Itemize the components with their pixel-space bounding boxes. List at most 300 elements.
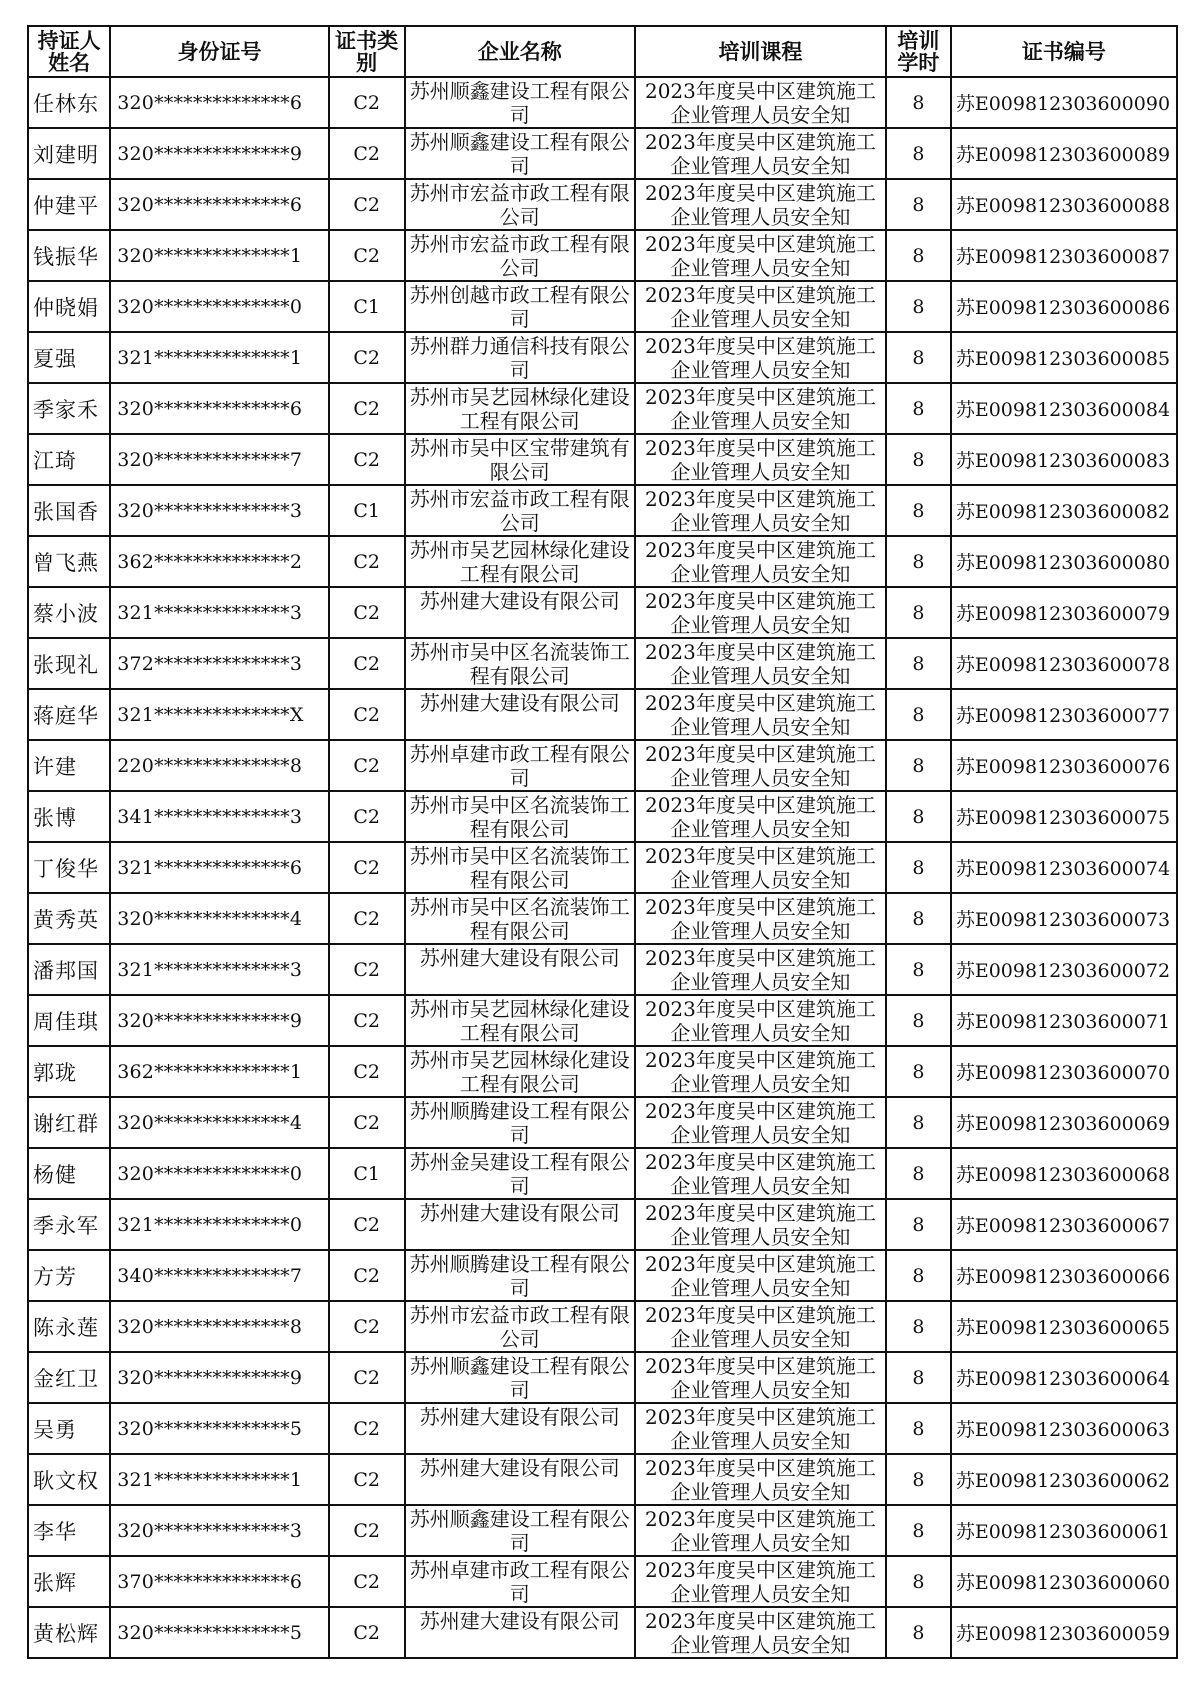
holder-name-cell: 季家禾 bbox=[28, 383, 110, 434]
course-name: 2023年度吴中区建筑施工企业管理人员安全知 bbox=[644, 1558, 876, 1606]
cert-number-cell: 苏E009812303600086 bbox=[951, 281, 1177, 332]
training-hours-cell: 8 bbox=[886, 77, 951, 128]
company-name-cell bbox=[405, 128, 635, 179]
table-row bbox=[28, 485, 1177, 536]
table-row bbox=[28, 587, 1177, 638]
id-number-cell: 362**************1 bbox=[110, 1046, 329, 1097]
course-name-cell bbox=[635, 1046, 886, 1097]
course-name-cell bbox=[635, 1556, 886, 1607]
training-hours-cell: 8 bbox=[886, 995, 951, 1046]
table-row bbox=[28, 1403, 1177, 1454]
course-name-cell bbox=[635, 1505, 886, 1556]
course-name-cell bbox=[635, 536, 886, 587]
table-row bbox=[28, 1250, 1177, 1301]
holder-name-cell: 黄秀英 bbox=[28, 893, 110, 944]
id-number-cell: 321**************3 bbox=[110, 587, 329, 638]
company-name: 苏州市吴艺园林绿化建设工程有限公司 bbox=[409, 997, 630, 1045]
table-row bbox=[28, 791, 1177, 842]
company-name-cell bbox=[405, 179, 635, 230]
course-name-cell bbox=[635, 1250, 886, 1301]
course-name: 2023年度吴中区建筑施工企业管理人员安全知 bbox=[644, 691, 876, 739]
holder-name-cell: 江琦 bbox=[28, 434, 110, 485]
id-number-cell: 320**************4 bbox=[110, 893, 329, 944]
course-name: 2023年度吴中区建筑施工企业管理人员安全知 bbox=[644, 1354, 876, 1402]
company-name: 苏州创越市政工程有限公司 bbox=[409, 283, 630, 331]
cert-category-cell: C2 bbox=[329, 791, 405, 842]
company-name: 苏州市吴艺园林绿化建设工程有限公司 bbox=[409, 385, 630, 433]
company-name-cell bbox=[405, 1148, 635, 1199]
course-name-cell bbox=[635, 1352, 886, 1403]
cert-number-cell: 苏E009812303600087 bbox=[951, 230, 1177, 281]
company-name: 苏州建大建设有限公司 bbox=[419, 691, 620, 715]
training-hours-cell: 8 bbox=[886, 1403, 951, 1454]
company-name: 苏州顺鑫建设工程有限公司 bbox=[409, 1354, 630, 1402]
id-number-cell: 341**************3 bbox=[110, 791, 329, 842]
table-row bbox=[28, 1199, 1177, 1250]
id-number-cell: 220**************8 bbox=[110, 740, 329, 791]
course-name: 2023年度吴中区建筑施工企业管理人员安全知 bbox=[644, 385, 876, 433]
course-name: 2023年度吴中区建筑施工企业管理人员安全知 bbox=[644, 1456, 876, 1504]
training-hours-cell: 8 bbox=[886, 791, 951, 842]
holder-name-cell: 许建 bbox=[28, 740, 110, 791]
id-number-cell: 320**************3 bbox=[110, 485, 329, 536]
course-name-cell bbox=[635, 230, 886, 281]
id-number-cell: 320**************4 bbox=[110, 1097, 329, 1148]
holder-name-cell: 仲晓娟 bbox=[28, 281, 110, 332]
cert-number-cell: 苏E009812303600089 bbox=[951, 128, 1177, 179]
cert-number-cell: 苏E009812303600065 bbox=[951, 1301, 1177, 1352]
cert-category-cell: C2 bbox=[329, 536, 405, 587]
training-hours-cell: 8 bbox=[886, 1454, 951, 1505]
cert-number-cell: 苏E009812303600082 bbox=[951, 485, 1177, 536]
header-cert-no: 证书编号 bbox=[951, 26, 1177, 77]
holder-name-cell: 季永军 bbox=[28, 1199, 110, 1250]
course-name: 2023年度吴中区建筑施工企业管理人员安全知 bbox=[644, 538, 876, 586]
header-id: 身份证号 bbox=[110, 26, 329, 77]
table-row bbox=[28, 281, 1177, 332]
id-number-cell: 321**************1 bbox=[110, 1454, 329, 1505]
company-name-cell bbox=[405, 1301, 635, 1352]
company-name: 苏州建大建设有限公司 bbox=[419, 1201, 620, 1225]
id-number-cell: 320**************1 bbox=[110, 230, 329, 281]
holder-name-cell: 仲建平 bbox=[28, 179, 110, 230]
company-name-cell bbox=[405, 1097, 635, 1148]
cert-category-cell: C2 bbox=[329, 1556, 405, 1607]
cert-category-cell: C1 bbox=[329, 1148, 405, 1199]
company-name: 苏州市宏益市政工程有限公司 bbox=[409, 1303, 630, 1351]
table-row bbox=[28, 1352, 1177, 1403]
company-name: 苏州市吴艺园林绿化建设工程有限公司 bbox=[409, 1048, 630, 1096]
table-row bbox=[28, 332, 1177, 383]
table-row bbox=[28, 434, 1177, 485]
company-name-cell bbox=[405, 842, 635, 893]
company-name: 苏州建大建设有限公司 bbox=[419, 1609, 620, 1633]
id-number-cell: 320**************9 bbox=[110, 995, 329, 1046]
company-name: 苏州市吴中区名流装饰工程有限公司 bbox=[409, 844, 630, 892]
company-name-cell bbox=[405, 944, 635, 995]
cert-number-cell: 苏E009812303600090 bbox=[951, 77, 1177, 128]
company-name: 苏州顺鑫建设工程有限公司 bbox=[409, 79, 630, 127]
holder-name-cell: 张辉 bbox=[28, 1556, 110, 1607]
id-number-cell: 320**************3 bbox=[110, 1505, 329, 1556]
company-name-cell bbox=[405, 1250, 635, 1301]
course-name: 2023年度吴中区建筑施工企业管理人员安全知 bbox=[644, 742, 876, 790]
holder-name-cell: 蒋庭华 bbox=[28, 689, 110, 740]
header-row bbox=[28, 26, 1177, 77]
company-name: 苏州市吴中区宝带建筑有限公司 bbox=[409, 436, 630, 484]
cert-category-cell: C1 bbox=[329, 485, 405, 536]
company-name-cell bbox=[405, 1352, 635, 1403]
holder-name-cell: 任林东 bbox=[28, 77, 110, 128]
cert-number-cell: 苏E009812303600070 bbox=[951, 1046, 1177, 1097]
cert-category-cell: C2 bbox=[329, 434, 405, 485]
table-row bbox=[28, 1097, 1177, 1148]
course-name-cell bbox=[635, 485, 886, 536]
course-name: 2023年度吴中区建筑施工企业管理人员安全知 bbox=[644, 1252, 876, 1300]
holder-name-cell: 郭珑 bbox=[28, 1046, 110, 1097]
course-name: 2023年度吴中区建筑施工企业管理人员安全知 bbox=[644, 640, 876, 688]
table-row bbox=[28, 1148, 1177, 1199]
holder-name-cell: 刘建明 bbox=[28, 128, 110, 179]
cert-number-cell: 苏E009812303600073 bbox=[951, 893, 1177, 944]
course-name: 2023年度吴中区建筑施工企业管理人员安全知 bbox=[644, 946, 876, 994]
id-number-cell: 321**************6 bbox=[110, 842, 329, 893]
course-name: 2023年度吴中区建筑施工企业管理人员安全知 bbox=[644, 1099, 876, 1147]
company-name: 苏州建大建设有限公司 bbox=[419, 589, 620, 613]
id-number-cell: 320**************9 bbox=[110, 128, 329, 179]
table-row bbox=[28, 536, 1177, 587]
course-name: 2023年度吴中区建筑施工企业管理人员安全知 bbox=[644, 181, 876, 229]
training-hours-cell: 8 bbox=[886, 893, 951, 944]
id-number-cell: 320**************7 bbox=[110, 434, 329, 485]
company-name: 苏州卓建市政工程有限公司 bbox=[409, 742, 630, 790]
cert-category-cell: C2 bbox=[329, 893, 405, 944]
cert-category-cell: C2 bbox=[329, 740, 405, 791]
training-hours-cell: 8 bbox=[886, 383, 951, 434]
course-name-cell bbox=[635, 791, 886, 842]
course-name-cell bbox=[635, 1097, 886, 1148]
id-number-cell: 370**************6 bbox=[110, 1556, 329, 1607]
table-row bbox=[28, 230, 1177, 281]
course-name-cell bbox=[635, 1607, 886, 1658]
id-number-cell: 320**************6 bbox=[110, 77, 329, 128]
training-hours-cell: 8 bbox=[886, 332, 951, 383]
cert-category-cell: C2 bbox=[329, 587, 405, 638]
company-name: 苏州顺鑫建设工程有限公司 bbox=[409, 1507, 630, 1555]
cert-number-cell: 苏E009812303600064 bbox=[951, 1352, 1177, 1403]
cert-number-cell: 苏E009812303600077 bbox=[951, 689, 1177, 740]
table-row bbox=[28, 995, 1177, 1046]
id-number-cell: 320**************5 bbox=[110, 1403, 329, 1454]
company-name: 苏州市吴中区名流装饰工程有限公司 bbox=[409, 793, 630, 841]
training-hours-cell: 8 bbox=[886, 1352, 951, 1403]
cert-number-cell: 苏E009812303600060 bbox=[951, 1556, 1177, 1607]
course-name: 2023年度吴中区建筑施工企业管理人员安全知 bbox=[644, 1609, 876, 1657]
company-name-cell bbox=[405, 1403, 635, 1454]
id-number-cell: 320**************6 bbox=[110, 383, 329, 434]
holder-name-cell: 张现礼 bbox=[28, 638, 110, 689]
training-hours-cell: 8 bbox=[886, 230, 951, 281]
company-name: 苏州金吴建设工程有限公司 bbox=[409, 1150, 630, 1198]
cert-category-cell: C2 bbox=[329, 128, 405, 179]
company-name-cell bbox=[405, 791, 635, 842]
course-name-cell bbox=[635, 434, 886, 485]
cert-category-cell: C2 bbox=[329, 1199, 405, 1250]
id-number-cell: 372**************3 bbox=[110, 638, 329, 689]
company-name-cell bbox=[405, 689, 635, 740]
holder-name-cell: 金红卫 bbox=[28, 1352, 110, 1403]
company-name: 苏州卓建市政工程有限公司 bbox=[409, 1558, 630, 1606]
cert-category-cell: C2 bbox=[329, 1403, 405, 1454]
company-name: 苏州市宏益市政工程有限公司 bbox=[409, 181, 630, 229]
company-name-cell bbox=[405, 893, 635, 944]
id-number-cell: 320**************0 bbox=[110, 281, 329, 332]
course-name: 2023年度吴中区建筑施工企业管理人员安全知 bbox=[644, 1303, 876, 1351]
id-number-cell: 320**************0 bbox=[110, 1148, 329, 1199]
course-name-cell bbox=[635, 1403, 886, 1454]
training-hours-cell: 8 bbox=[886, 281, 951, 332]
company-name-cell bbox=[405, 740, 635, 791]
course-name-cell bbox=[635, 944, 886, 995]
cert-category-cell: C2 bbox=[329, 638, 405, 689]
cert-number-cell: 苏E009812303600069 bbox=[951, 1097, 1177, 1148]
course-name-cell bbox=[635, 77, 886, 128]
holder-name-cell: 蔡小波 bbox=[28, 587, 110, 638]
company-name: 苏州建大建设有限公司 bbox=[419, 1405, 620, 1429]
id-number-cell: 362**************2 bbox=[110, 536, 329, 587]
course-name-cell bbox=[635, 128, 886, 179]
table-row bbox=[28, 383, 1177, 434]
table-row bbox=[28, 1301, 1177, 1352]
holder-name-cell: 吴勇 bbox=[28, 1403, 110, 1454]
course-name-cell bbox=[635, 1454, 886, 1505]
course-name: 2023年度吴中区建筑施工企业管理人员安全知 bbox=[644, 1048, 876, 1096]
company-name-cell bbox=[405, 77, 635, 128]
cert-number-cell: 苏E009812303600076 bbox=[951, 740, 1177, 791]
company-name: 苏州群力通信科技有限公司 bbox=[409, 334, 630, 382]
course-name: 2023年度吴中区建筑施工企业管理人员安全知 bbox=[644, 487, 876, 535]
course-name-cell bbox=[635, 995, 886, 1046]
training-hours-cell: 8 bbox=[886, 1607, 951, 1658]
company-name-cell bbox=[405, 434, 635, 485]
company-name-cell bbox=[405, 332, 635, 383]
company-name: 苏州建大建设有限公司 bbox=[419, 1456, 620, 1480]
training-hours-cell: 8 bbox=[886, 1046, 951, 1097]
training-hours-cell: 8 bbox=[886, 842, 951, 893]
holder-name-cell: 方芳 bbox=[28, 1250, 110, 1301]
cert-category-cell: C2 bbox=[329, 842, 405, 893]
cert-category-cell: C2 bbox=[329, 1301, 405, 1352]
cert-category-cell: C2 bbox=[329, 1097, 405, 1148]
id-number-cell: 321**************0 bbox=[110, 1199, 329, 1250]
table-row bbox=[28, 1046, 1177, 1097]
cert-category-cell: C2 bbox=[329, 944, 405, 995]
cert-category-cell: C2 bbox=[329, 1250, 405, 1301]
company-name-cell bbox=[405, 536, 635, 587]
course-name-cell bbox=[635, 587, 886, 638]
training-hours-cell: 8 bbox=[886, 587, 951, 638]
table-body bbox=[28, 77, 1177, 1658]
course-name: 2023年度吴中区建筑施工企业管理人员安全知 bbox=[644, 79, 876, 127]
cert-number-cell: 苏E009812303600068 bbox=[951, 1148, 1177, 1199]
table-row bbox=[28, 1454, 1177, 1505]
company-name: 苏州市宏益市政工程有限公司 bbox=[409, 232, 630, 280]
training-hours-cell: 8 bbox=[886, 128, 951, 179]
course-name-cell bbox=[635, 689, 886, 740]
cert-category-cell: C2 bbox=[329, 230, 405, 281]
course-name-cell bbox=[635, 332, 886, 383]
holder-name-cell: 周佳琪 bbox=[28, 995, 110, 1046]
cert-category-cell: C2 bbox=[329, 689, 405, 740]
training-hours-cell: 8 bbox=[886, 485, 951, 536]
table-row bbox=[28, 689, 1177, 740]
table-row bbox=[28, 1505, 1177, 1556]
id-number-cell: 320**************9 bbox=[110, 1352, 329, 1403]
course-name-cell bbox=[635, 1301, 886, 1352]
training-hours-cell: 8 bbox=[886, 179, 951, 230]
company-name-cell bbox=[405, 1046, 635, 1097]
training-hours-cell: 8 bbox=[886, 536, 951, 587]
holder-name-cell: 潘邦国 bbox=[28, 944, 110, 995]
table-row bbox=[28, 842, 1177, 893]
company-name-cell bbox=[405, 281, 635, 332]
table-row bbox=[28, 944, 1177, 995]
cert-number-cell: 苏E009812303600067 bbox=[951, 1199, 1177, 1250]
training-hours-cell: 8 bbox=[886, 1505, 951, 1556]
company-name: 苏州顺鑫建设工程有限公司 bbox=[409, 130, 630, 178]
cert-number-cell: 苏E009812303600078 bbox=[951, 638, 1177, 689]
company-name-cell bbox=[405, 383, 635, 434]
holder-name-cell: 曾飞燕 bbox=[28, 536, 110, 587]
course-name: 2023年度吴中区建筑施工企业管理人员安全知 bbox=[644, 1507, 876, 1555]
cert-number-cell: 苏E009812303600059 bbox=[951, 1607, 1177, 1658]
cert-number-cell: 苏E009812303600072 bbox=[951, 944, 1177, 995]
training-hours-cell: 8 bbox=[886, 638, 951, 689]
holder-name-cell: 张博 bbox=[28, 791, 110, 842]
id-number-cell: 321**************3 bbox=[110, 944, 329, 995]
company-name-cell bbox=[405, 1454, 635, 1505]
course-name-cell bbox=[635, 638, 886, 689]
training-hours-cell: 8 bbox=[886, 434, 951, 485]
cert-category-cell: C2 bbox=[329, 995, 405, 1046]
course-name: 2023年度吴中区建筑施工企业管理人员安全知 bbox=[644, 589, 876, 637]
table-row bbox=[28, 128, 1177, 179]
table-row bbox=[28, 1556, 1177, 1607]
cert-number-cell: 苏E009812303600085 bbox=[951, 332, 1177, 383]
course-name-cell bbox=[635, 179, 886, 230]
training-hours-cell: 8 bbox=[886, 1250, 951, 1301]
cert-category-cell: C2 bbox=[329, 383, 405, 434]
table-row bbox=[28, 179, 1177, 230]
header-category: 证书类别 bbox=[329, 26, 405, 77]
cert-number-cell: 苏E009812303600062 bbox=[951, 1454, 1177, 1505]
header-hours: 培训学时 bbox=[886, 26, 951, 77]
cert-category-cell: C2 bbox=[329, 1607, 405, 1658]
course-name: 2023年度吴中区建筑施工企业管理人员安全知 bbox=[644, 1405, 876, 1453]
course-name: 2023年度吴中区建筑施工企业管理人员安全知 bbox=[644, 895, 876, 943]
holder-name-cell: 张国香 bbox=[28, 485, 110, 536]
cert-number-cell: 苏E009812303600074 bbox=[951, 842, 1177, 893]
training-hours-cell: 8 bbox=[886, 1301, 951, 1352]
holder-name-cell: 谢红群 bbox=[28, 1097, 110, 1148]
holder-name-cell: 杨健 bbox=[28, 1148, 110, 1199]
course-name-cell bbox=[635, 1199, 886, 1250]
company-name: 苏州市吴中区名流装饰工程有限公司 bbox=[409, 640, 630, 688]
company-name-cell bbox=[405, 638, 635, 689]
course-name-cell bbox=[635, 281, 886, 332]
company-name-cell bbox=[405, 485, 635, 536]
course-name: 2023年度吴中区建筑施工企业管理人员安全知 bbox=[644, 283, 876, 331]
training-hours-cell: 8 bbox=[886, 689, 951, 740]
table-row bbox=[28, 893, 1177, 944]
company-name-cell bbox=[405, 1556, 635, 1607]
course-name: 2023年度吴中区建筑施工企业管理人员安全知 bbox=[644, 436, 876, 484]
holder-name-cell: 丁俊华 bbox=[28, 842, 110, 893]
course-name: 2023年度吴中区建筑施工企业管理人员安全知 bbox=[644, 130, 876, 178]
table-row bbox=[28, 1607, 1177, 1658]
id-number-cell: 321**************X bbox=[110, 689, 329, 740]
id-number-cell: 320**************6 bbox=[110, 179, 329, 230]
training-hours-cell: 8 bbox=[886, 1199, 951, 1250]
course-name: 2023年度吴中区建筑施工企业管理人员安全知 bbox=[644, 232, 876, 280]
cert-number-cell: 苏E009812303600080 bbox=[951, 536, 1177, 587]
course-name: 2023年度吴中区建筑施工企业管理人员安全知 bbox=[644, 997, 876, 1045]
cert-number-cell: 苏E009812303600079 bbox=[951, 587, 1177, 638]
id-number-cell: 320**************8 bbox=[110, 1301, 329, 1352]
cert-number-cell: 苏E009812303600084 bbox=[951, 383, 1177, 434]
company-name: 苏州顺腾建设工程有限公司 bbox=[409, 1252, 630, 1300]
certificate-table bbox=[27, 25, 1178, 1659]
cert-category-cell: C2 bbox=[329, 179, 405, 230]
course-name: 2023年度吴中区建筑施工企业管理人员安全知 bbox=[644, 1150, 876, 1198]
holder-name-cell: 黄松辉 bbox=[28, 1607, 110, 1658]
cert-category-cell: C2 bbox=[329, 77, 405, 128]
company-name-cell bbox=[405, 995, 635, 1046]
table-row bbox=[28, 77, 1177, 128]
cert-category-cell: C2 bbox=[329, 1454, 405, 1505]
holder-name-cell: 李华 bbox=[28, 1505, 110, 1556]
company-name: 苏州市吴中区名流装饰工程有限公司 bbox=[409, 895, 630, 943]
header-company: 企业名称 bbox=[405, 26, 635, 77]
training-hours-cell: 8 bbox=[886, 740, 951, 791]
company-name: 苏州市吴艺园林绿化建设工程有限公司 bbox=[409, 538, 630, 586]
cert-category-cell: C2 bbox=[329, 1046, 405, 1097]
id-number-cell: 321**************1 bbox=[110, 332, 329, 383]
course-name-cell bbox=[635, 383, 886, 434]
training-hours-cell: 8 bbox=[886, 1556, 951, 1607]
course-name-cell bbox=[635, 893, 886, 944]
cert-category-cell: C1 bbox=[329, 281, 405, 332]
holder-name-cell: 耿文权 bbox=[28, 1454, 110, 1505]
training-hours-cell: 8 bbox=[886, 1148, 951, 1199]
company-name: 苏州顺腾建设工程有限公司 bbox=[409, 1099, 630, 1147]
id-number-cell: 320**************5 bbox=[110, 1607, 329, 1658]
course-name: 2023年度吴中区建筑施工企业管理人员安全知 bbox=[644, 793, 876, 841]
cert-number-cell: 苏E009812303600063 bbox=[951, 1403, 1177, 1454]
holder-name-cell: 陈永莲 bbox=[28, 1301, 110, 1352]
course-name-cell bbox=[635, 842, 886, 893]
cert-number-cell: 苏E009812303600088 bbox=[951, 179, 1177, 230]
company-name-cell bbox=[405, 1505, 635, 1556]
header-course: 培训课程 bbox=[635, 26, 886, 77]
training-hours-cell: 8 bbox=[886, 1097, 951, 1148]
course-name-cell bbox=[635, 1148, 886, 1199]
cert-number-cell: 苏E009812303600083 bbox=[951, 434, 1177, 485]
training-hours-cell: 8 bbox=[886, 944, 951, 995]
company-name-cell bbox=[405, 587, 635, 638]
company-name: 苏州市宏益市政工程有限公司 bbox=[409, 487, 630, 535]
cert-category-cell: C2 bbox=[329, 1505, 405, 1556]
